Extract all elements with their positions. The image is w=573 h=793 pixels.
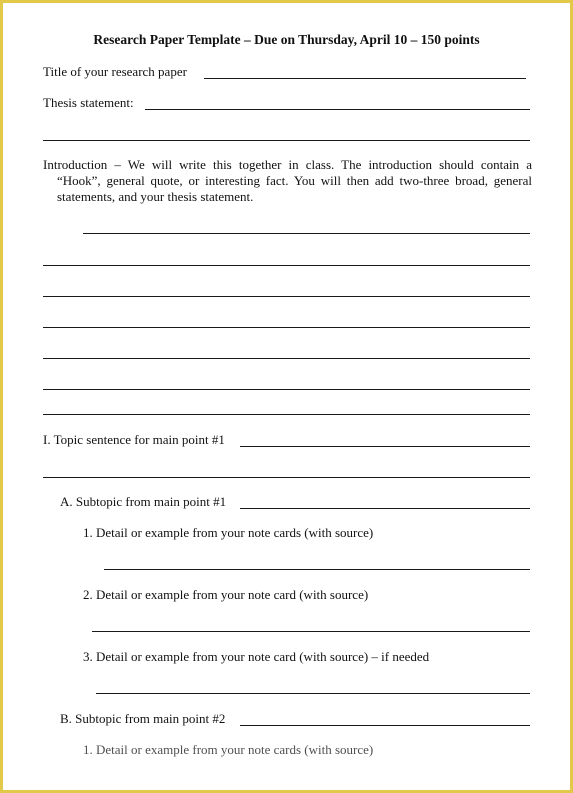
intro-answer-line-7[interactable]	[43, 414, 530, 415]
intro-answer-line-6[interactable]	[43, 389, 530, 390]
subtopic-b-answer-line[interactable]	[240, 725, 530, 726]
thesis-answer-line[interactable]	[145, 109, 530, 110]
title-field-label: Title of your research paper	[43, 64, 187, 79]
topic-sentence-answer-line-2[interactable]	[43, 477, 530, 478]
introduction-instructions	[43, 157, 532, 205]
topic-sentence-answer-line[interactable]	[240, 446, 530, 447]
thesis-answer-line-2[interactable]	[43, 140, 530, 141]
subtopic-a-label: A. Subtopic from main point #1	[60, 494, 227, 509]
intro-answer-line-3[interactable]	[43, 296, 530, 297]
detail-3-label: 3. Detail or example from your note card (with source) – if needed	[83, 649, 430, 664]
detail-3-answer-line[interactable]	[96, 693, 530, 694]
title-answer-line[interactable]	[204, 78, 526, 79]
topic-sentence-label: I. Topic sentence for main point #1	[43, 432, 225, 447]
detail-2-label: 2. Detail or example from your note card (with source)	[83, 587, 369, 602]
intro-line-2: “Hook”, general quote, or interesting fact. You will then add two-three broad, general	[57, 173, 532, 188]
intro-answer-line-2[interactable]	[43, 265, 530, 266]
intro-answer-line-4[interactable]	[43, 327, 530, 328]
document-title: Research Paper Template – Due on Thursday, April 10 – 150 points	[93, 32, 480, 47]
intro-line-1: Introduction – We will write this together in class. The introduction should contain a	[43, 157, 532, 172]
intro-line-3: statements, and your thesis statement.	[57, 189, 254, 204]
subtopic-b-detail-1-label: 1. Detail or example from your note cards (with source)	[83, 742, 374, 757]
subtopic-a-answer-line[interactable]	[240, 508, 530, 509]
subtopic-b-label: B. Subtopic from main point #2	[60, 711, 226, 726]
thesis-label: Thesis statement:	[43, 95, 134, 110]
intro-answer-line-5[interactable]	[43, 358, 530, 359]
intro-answer-line-1[interactable]	[83, 233, 530, 234]
detail-2-answer-line[interactable]	[92, 631, 530, 632]
detail-1-answer-line[interactable]	[104, 569, 530, 570]
detail-1-label: 1. Detail or example from your note cards (with source)	[83, 525, 374, 540]
